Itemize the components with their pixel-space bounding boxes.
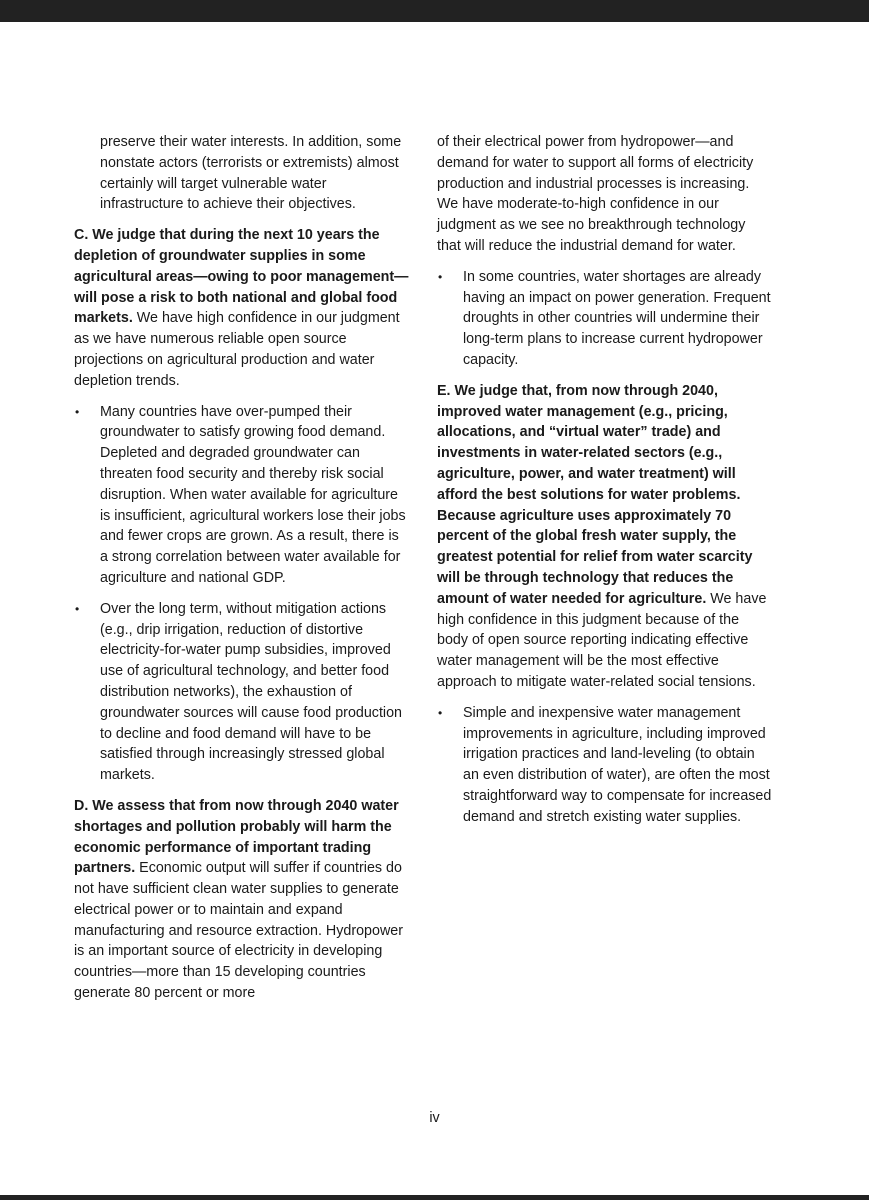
left-column [74, 132, 409, 1014]
section-d-paragraph [74, 796, 409, 1004]
section-c-text: We have high confidence in our judgment as we have numerous reliable open source projections on agricultural production and water depletion trends. [74, 310, 400, 389]
section-c-heading: C. We judge that during the next 10 years the depletion of groundwater supplies in some agricultural areas—owing to poor management—will pose a risk to both national and global food markets. [74, 227, 409, 327]
page-number: iv [429, 1110, 440, 1126]
bullet-icon: • [75, 404, 80, 419]
section-c-bullet-list [74, 402, 409, 786]
bottom-border-bar [0, 1195, 869, 1200]
list-item [74, 402, 409, 589]
bullet-icon: • [75, 601, 80, 616]
section-c-paragraph [74, 225, 409, 391]
section-e-text: We have high confidence in this judgment because of the body of open source reporting indicating effective water management will be the most effective approach to mitigate water-related social tensions. [437, 590, 767, 690]
bullet-text: Simple and inexpensive water management improvements in agriculture, including improved irrigation practices and land-leveling (to obtain an even distribution of water), are often the most straightforward way to compensate for increased demand and stretch existing water supplies. [463, 704, 772, 825]
top-border-bar [0, 0, 869, 22]
bullet-text: In some countries, water shortages are already having an impact on power generation. Frequent droughts in other countries will undermine their long-term plans to increase current hydropower capacity. [463, 268, 771, 368]
list-item [74, 599, 409, 786]
section-e-heading: E. We judge that, from now through 2040, improved water management (e.g., pricing, allocations, and “virtual water” trade) and investments in water-related sectors (e.g., agriculture, power, and water treatment) will afford the best solutions for water problems. Because agriculture uses approximately 70 percent of the global fresh water supply, the greatest potential for relief from water scarcity will be through technology that reduces the amount of water needed for agriculture. [437, 382, 753, 607]
bullet-icon: • [438, 705, 443, 720]
list-item [437, 267, 772, 371]
continuation-paragraph-right: of their electrical power from hydropower—and demand for water to support all forms of electricity production and industrial processes is increasing. We have moderate-to-high confidence in our judgment as we see no breakthrough technology that will reduce the industrial demand for water. [437, 134, 754, 254]
section-d-text: Economic output will suffer if countries do not have sufficient clean water supplies to generate electrical power or to maintain and expand manufacturing and resource extraction. Hydropower is an important source of electricity in developing countries—more than 15 developing countries generate 80 percent or more [74, 860, 403, 1002]
section-d-bullet-list [437, 267, 772, 371]
bullet-icon: • [438, 269, 443, 284]
section-e-paragraph [437, 381, 772, 693]
continuation-paragraph-left: preserve their water interests. In addition, some nonstate actors (terrorists or extremists) almost certainly will target vulnerable water infrastructure to achieve their objectives. [100, 134, 402, 213]
bullet-text: Many countries have over-pumped their groundwater to satisfy growing food demand. Depleted and degraded groundwater can threaten food security and thereby risk social disruption. When water available for agriculture is insufficient, agricultural workers lose their jobs and fewer crops are grown. As a result, there is a strong correlation between water available for agriculture and national GDP. [100, 403, 406, 586]
section-d-heading: D. We assess that from now through 2040 water shortages and pollution probably will harm the economic performance of important trading partners. [74, 797, 399, 877]
list-item [437, 703, 772, 828]
section-e-bullet-list [437, 703, 772, 828]
bullet-text: Over the long term, without mitigation actions (e.g., drip irrigation, reduction of distortive electricity-for-water pump subsidies, improved use of agricultural technology, and better food distribution networks), the exhaustion of groundwater sources will cause food production to decline and food demand will have to be satisfied through increasingly stressed global markets. [100, 600, 402, 784]
right-column [437, 132, 772, 838]
